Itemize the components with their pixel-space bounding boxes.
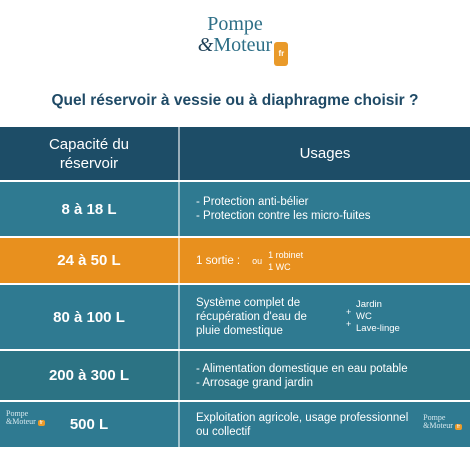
usage-line: pluie domestique (196, 325, 283, 337)
table-row (0, 182, 470, 236)
row-usage (180, 182, 470, 236)
table-row (0, 238, 470, 283)
header-capacity-line1: Capacité du (48, 135, 130, 153)
header-usages: Usages (299, 145, 351, 162)
table-row (0, 285, 470, 349)
usage-option: 1 WC (268, 261, 291, 272)
watermark-logo: Pompe &Moteur fr (423, 413, 460, 430)
row-capacity: 24 à 50 L (57, 252, 121, 269)
logo-ampersand: & (197, 34, 214, 56)
usage-line: Système complet de (196, 297, 301, 309)
usage-option: 1 robinet (268, 249, 304, 260)
usage-line: Exploitation agricole, usage professionnel (196, 411, 409, 424)
row-capacity: 500 L (69, 416, 109, 433)
usage-line: ou collectif (196, 425, 251, 438)
usage-side-item: Jardin (356, 299, 382, 310)
row-usage (180, 238, 470, 283)
usage-side-list (346, 299, 400, 335)
logo-word-pompe: Pompe (207, 13, 263, 35)
usage-main: 1 sortie : (196, 254, 241, 267)
table-header-row (0, 127, 470, 180)
header-capacity (0, 127, 178, 180)
usage-line: - Arrosage grand jardin (196, 376, 313, 389)
usage-line: - Alimentation domestique en eau potable (196, 362, 408, 375)
brand-logo (0, 14, 470, 56)
table-row (0, 402, 470, 447)
logo-fr-badge: fr (274, 42, 288, 66)
row-usage (180, 285, 470, 349)
logo-word-moteur (197, 34, 285, 58)
usage-side-item: Lave-linge (356, 323, 400, 334)
plus-icon: + (346, 319, 352, 329)
usage-line: récupération d'eau de (196, 311, 307, 323)
logo-moteur-text: Moteur (213, 34, 273, 56)
plus-icon: + (346, 307, 352, 317)
usage-line: - Protection contre les micro-fuites (196, 210, 371, 222)
tank-choice-table (0, 127, 470, 447)
usage-or: ou (252, 255, 263, 266)
watermark-logo: Pompe &Moteur fr (6, 409, 43, 426)
table-row (0, 351, 470, 400)
header-capacity-line2: réservoir (59, 154, 119, 172)
row-capacity: 80 à 100 L (53, 308, 125, 326)
row-capacity: 200 à 300 L (48, 367, 130, 384)
page-title: Quel réservoir à vessie ou à diaphragme choisir ? (51, 92, 419, 109)
usage-side-item: WC (356, 311, 372, 322)
row-capacity: 8 à 18 L (61, 200, 117, 218)
row-usage (180, 351, 470, 400)
usage-line: - Protection anti-bélier (196, 196, 309, 208)
